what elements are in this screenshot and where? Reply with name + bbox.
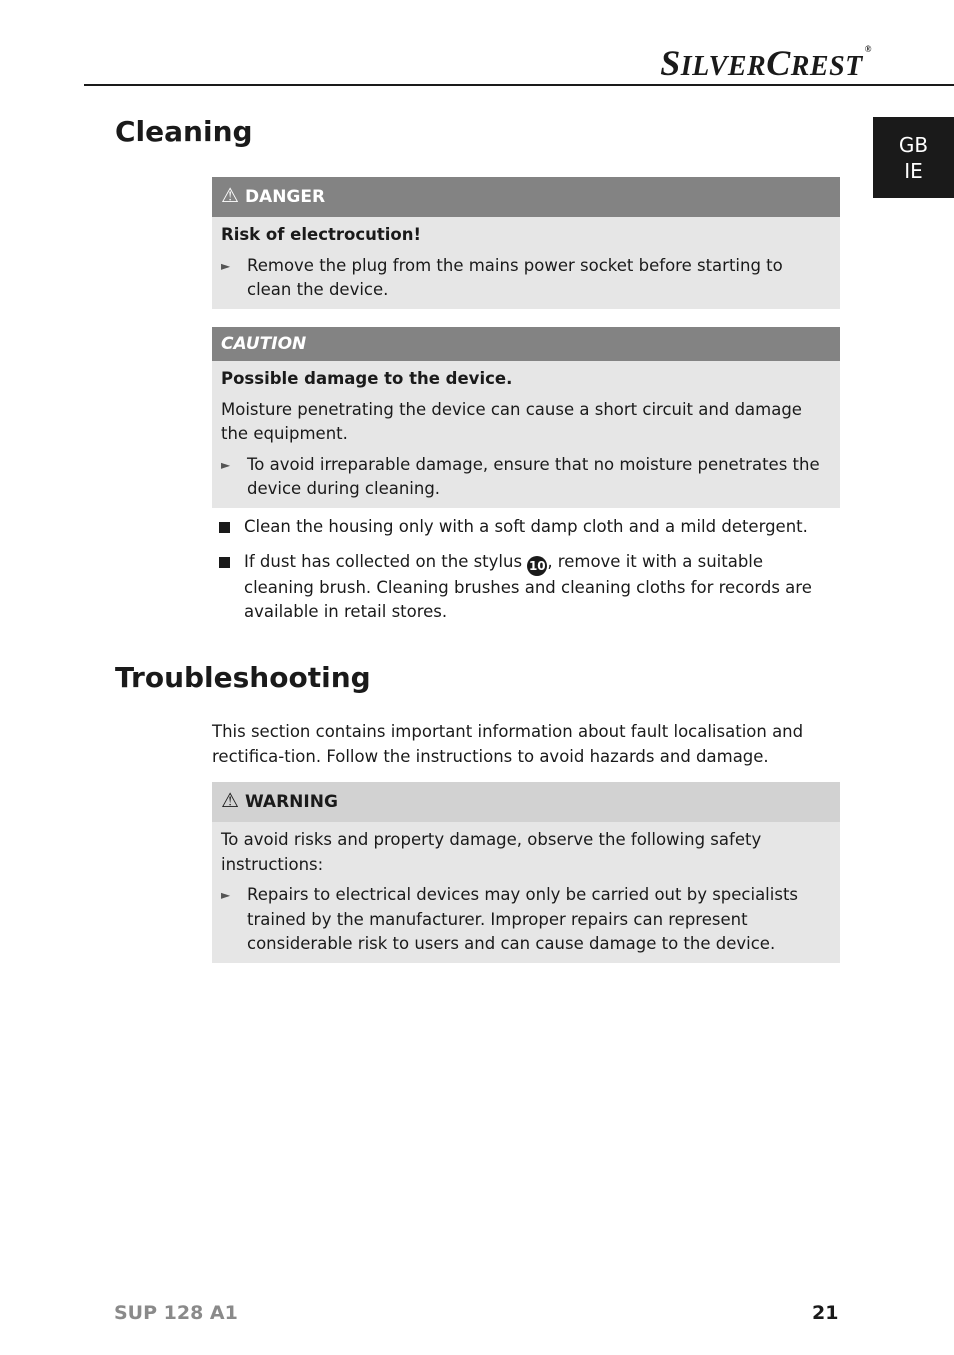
part-number-badge: 10 — [527, 556, 547, 576]
square-bullet-icon — [219, 522, 230, 533]
cleaning-title: Cleaning — [115, 115, 253, 148]
list-item — [218, 515, 830, 540]
danger-header — [212, 177, 840, 217]
language-tab — [873, 117, 954, 198]
caution-box — [212, 327, 840, 508]
danger-instruction — [221, 254, 828, 303]
caution-body — [212, 361, 840, 508]
cleaning-step-text-after: , remove it with a suitable cleaning brush. Cleaning brushes and cleaning cloths for records are available in retail stores. — [244, 551, 812, 621]
brand-initial-s: S — [660, 43, 681, 83]
brand-text-rest: REST — [790, 51, 863, 82]
troubleshooting-title: Troubleshooting — [115, 661, 371, 694]
list-item — [218, 550, 830, 625]
troubleshooting-intro: This section contains important information about fault localisation and rectifica-tion. Follow the instructions to avoid hazards and damage. — [212, 722, 804, 766]
brand-text-ilver: ILVER — [680, 51, 767, 82]
caution-text: Moisture penetrating the device can cause a short circuit and damage the equipment. — [221, 399, 802, 443]
model-number: SUP 128 A1 — [114, 1302, 238, 1324]
danger-body — [212, 217, 840, 309]
cleaning-step-text-before: If dust has collected on the stylus — [244, 551, 528, 571]
arrow-bullet-icon: ► — [221, 888, 231, 902]
caution-instruction-text: To avoid irreparable damage, ensure that no moisture penetrates the device during cleaning. — [247, 454, 820, 498]
warning-header — [212, 782, 840, 822]
danger-heading: Risk of electrocution! — [221, 225, 422, 244]
brand-initial-c: C — [766, 43, 791, 83]
language-ie: IE — [904, 158, 923, 183]
language-gb: GB — [898, 132, 929, 157]
square-bullet-icon — [219, 557, 230, 568]
header-rule — [84, 84, 954, 86]
warning-label: WARNING — [244, 791, 338, 812]
arrow-bullet-icon: ► — [221, 457, 231, 472]
cleaning-step-text: Clean the housing only with a soft damp cloth and a mild detergent. — [244, 517, 808, 536]
danger-box — [212, 177, 840, 309]
arrow-bullet-icon: ► — [221, 258, 231, 273]
warning-triangle-icon: ⚠ — [221, 182, 239, 207]
cleaning-steps — [218, 515, 830, 635]
caution-heading: Possible damage to the device. — [221, 369, 513, 388]
page-number: 21 — [812, 1302, 839, 1324]
warning-instruction-text: Repairs to electrical devices may only be carried out by specialists trained by the manufacturer. Improper repairs can represent considerable risk to users and can cause damage to the device. — [247, 885, 799, 953]
warning-box — [212, 782, 840, 963]
caution-label: CAUTION — [221, 333, 307, 354]
registered-mark: ® — [864, 44, 872, 54]
caution-header — [212, 327, 840, 361]
brand-logo — [660, 42, 872, 84]
warning-triangle-icon: ⚠ — [221, 787, 239, 812]
caution-instruction — [221, 453, 828, 502]
danger-label: DANGER — [244, 186, 326, 207]
danger-instruction-text: Remove the plug from the mains power socket before starting to clean the device. — [247, 255, 783, 299]
warning-body — [212, 822, 840, 963]
warning-text: To avoid risks and property damage, observe the following safety instructions: — [221, 830, 762, 874]
warning-instruction — [221, 883, 828, 957]
